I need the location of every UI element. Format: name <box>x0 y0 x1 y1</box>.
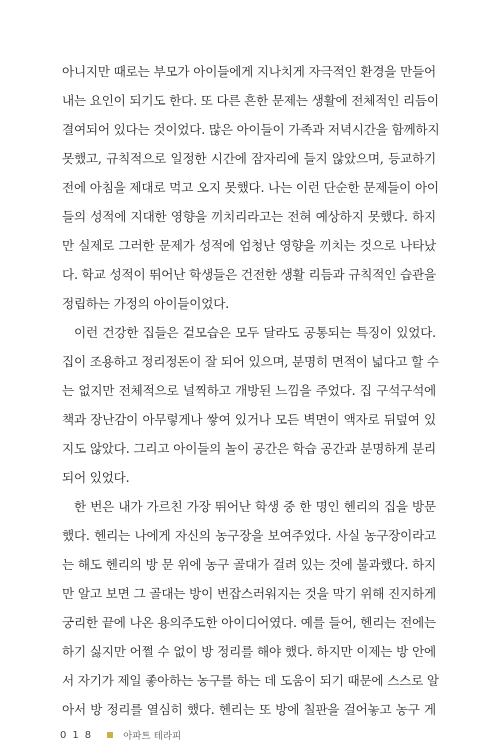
body-line: 궁리한 끝에 나온 용의주도한 아이디어였다. 예를 들어, 헨리는 전에는 <box>62 615 436 630</box>
page-number: 018 <box>60 729 98 741</box>
body-line: 만 알고 보면 그 골대는 방이 번잡스러워지는 것을 막기 위해 진지하게 <box>62 586 436 601</box>
body-line: 하기 싫지만 어쩔 수 없이 방 정리를 해야 했다. 하지만 이제는 방 안에 <box>62 644 436 659</box>
body-line: 했다. 헨리는 나에게 자신의 농구장을 보여주었다. 사실 농구장이라고 <box>62 528 436 543</box>
body-line: 결여되어 있다는 것이었다. 많은 아이들이 가족과 저녁시간을 함께하지 <box>62 122 440 137</box>
body-line: 아서 방 정리를 열심히 했다. 헨리는 또 방에 칠판을 걸어놓고 농구 게 <box>62 702 436 717</box>
body-line: 는 없지만 전체적으로 널찍하고 개방된 느낌을 주었다. 집 구석구석에 <box>62 383 436 398</box>
footer-bullet-icon <box>107 732 113 738</box>
paragraph-first-line: 이런 건강한 집들은 겉모습은 모두 달라도 공통되는 특징이 있었다. <box>74 325 436 340</box>
running-title: 아파트 테라피 <box>123 731 182 742</box>
body-line: 서 자기가 제일 좋아하는 농구를 하는 데 도움이 되기 때문에 스스로 알 <box>62 673 439 688</box>
body-line: 들의 성적에 지대한 영향을 끼치리라고는 전혀 예상하지 못했다. 하지 <box>62 209 436 224</box>
body-line: 다. 학교 성적이 뛰어난 학생들은 건전한 생활 리듬과 규칙적인 습관을 <box>62 267 436 282</box>
body-line: 되어 있었다. <box>62 470 130 485</box>
page-footer <box>60 728 181 742</box>
body-line: 만 실제로 그러한 문제가 성적에 엄청난 영향을 끼치는 것으로 나타났 <box>62 238 436 253</box>
paragraph-first-line: 한 번은 내가 가르친 가장 뛰어난 학생 중 한 명인 헨리의 집을 방문 <box>74 499 436 514</box>
body-line: 지도 않았다. 그리고 아이들의 놀이 공간은 학습 공간과 분명하게 분리 <box>62 441 436 456</box>
body-line: 못했고, 규칙적으로 일정한 시간에 잠자리에 들지 않았으며, 등교하기 <box>62 151 436 166</box>
body-line: 는 해도 헨리의 방 문 위에 농구 골대가 걸려 있는 것에 불과했다. 하지 <box>62 557 436 572</box>
body-line: 아니지만 때로는 부모가 아이들에게 지나치게 자극적인 환경을 만들어 <box>62 64 436 79</box>
body-line: 정립하는 가정의 아이들이었다. <box>62 296 229 311</box>
body-line: 내는 요인이 되기도 한다. 또 다른 흔한 문제는 생활에 전체적인 리듬이 <box>62 93 439 108</box>
body-line: 책과 장난감이 아무렇게나 쌓여 있거나 모든 벽면이 액자로 뒤덮여 있 <box>62 412 436 427</box>
body-line: 집이 조용하고 정리정돈이 잘 되어 있으며, 분명히 면적이 넓다고 할 수 <box>62 354 439 369</box>
body-line: 전에 아침을 제대로 먹고 오지 못했다. 나는 이런 단순한 문제들이 아이 <box>62 180 439 195</box>
